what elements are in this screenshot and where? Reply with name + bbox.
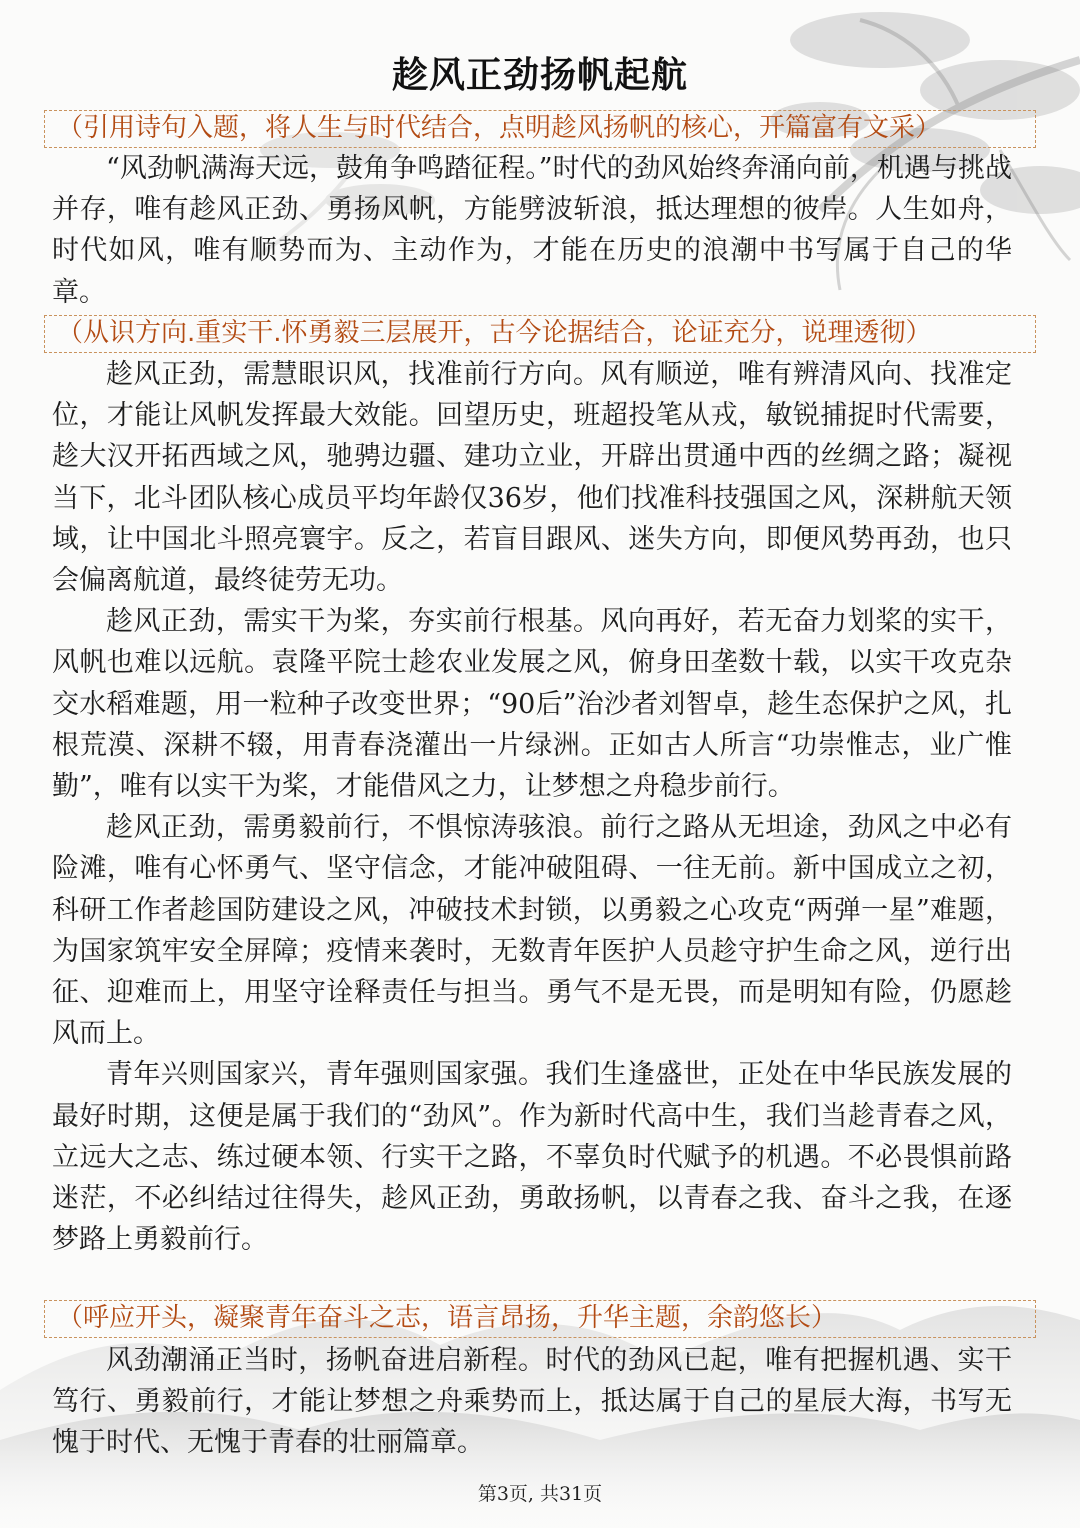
paragraph-5: 青年兴则国家兴，青年强则国家强。我们生逢盛世，正处在中华民族发展的最好时期，这便是属于我们的“劲风”。作为新时代高中生，我们当趁青春之风，立远大之志、练过硬本领、行实干之路，不辜负时代赋予的机遇。不必畏惧前路迷茫，不必纠结过往得失，趁风正劲，勇敢扬帆，以青春之我、奋斗之我，在逐梦路上勇毅前行。: [52, 1059, 1012, 1256]
paragraph-group-1: [52, 148, 1012, 313]
paragraph-group-3: [52, 1340, 1012, 1464]
paragraph-4: 趁风正劲，需勇毅前行，不惧惊涛骇浪。前行之路从无坦途，劲风之中必有险滩，唯有心怀勇气、坚守信念，才能冲破阻碍、一往无前。新中国成立之初，科研工作者趁国防建设之风，冲破技术封锁，以勇毅之心攻克“两弹一星”难题，为国家筑牢安全屏障；疫情来袭时，无数青年医护人员趁守护生命之风，逆行出征、迎难而上，用坚守诠释责任与担当。勇气不是无畏，而是明知有险，仍愿趁风而上。: [52, 812, 1012, 1050]
comment-note-intro: （引用诗句入题，将人生与时代结合，点明趁风扬帆的核心，开篇富有文采）: [44, 110, 1036, 148]
paragraph-3: 趁风正劲，需实干为桨，夯实前行根基。风向再好，若无奋力划桨的实干，风帆也难以远航。袁隆平院士趁农业发展之风，俯身田垄数十载，以实干攻克杂交水稻难题，用一粒种子改变世界；“90后”治沙者刘智卓，趁生态保护之风，扎根荒漠、深耕不辍，用青春浇灌出一片绿洲。正如古人所言“功崇惟志，业广惟勤”，唯有以实干为桨，才能借风之力，让梦想之舟稳步前行。: [52, 606, 1012, 803]
paragraph-6: 风劲潮涌正当时，扬帆奋进启新程。时代的劲风已起，唯有把握机遇、实干笃行、勇毅前行，才能让梦想之舟乘势而上，抵达属于自己的星辰大海，书写无愧于时代、无愧于青春的壮丽篇章。: [52, 1345, 1012, 1459]
paragraph-2: 趁风正劲，需慧眼识风，找准前行方向。风有顺逆，唯有辨清风向、找准定位，才能让风帆发挥最大效能。回望历史，班超投笔从戎，敏锐捕捉时代需要，趁大汉开拓西域之风，驰骋边疆、建功立业，开辟出贯通中西的丝绸之路；凝视当下，北斗团队核心成员平均年龄仅36岁，他们找准科技强国之风，深耕航天领域，让中国北斗照亮寰宇。反之，若盲目跟风、迷失方向，即便风势再劲，也只会偏离航道，最终徒劳无功。: [52, 359, 1012, 597]
page-number: 第3页, 共31页: [477, 1483, 603, 1505]
comment-note-ending: （呼应开头，凝聚青年奋斗之志，语言昂扬，升华主题，余韵悠长）: [44, 1300, 1036, 1338]
comment-note-body: （从识方向.重实干.怀勇毅三层展开，古今论据结合，论证充分，说理透彻）: [44, 315, 1036, 353]
paragraph-group-2: [52, 354, 1012, 1260]
essay-title: 趁风正劲扬帆起航: [391, 54, 688, 96]
paragraph-1: “风劲帆满海天远，鼓角争鸣踏征程。”时代的劲风始终奔涌向前，机遇与挑战并存，唯有趁风正劲、勇扬风帆，方能劈波斩浪，抵达理想的彼岸。人生如舟，时代如风，唯有顺势而为、主动作为，才能在历史的浪潮中书写属于自己的华章。: [52, 153, 1012, 308]
